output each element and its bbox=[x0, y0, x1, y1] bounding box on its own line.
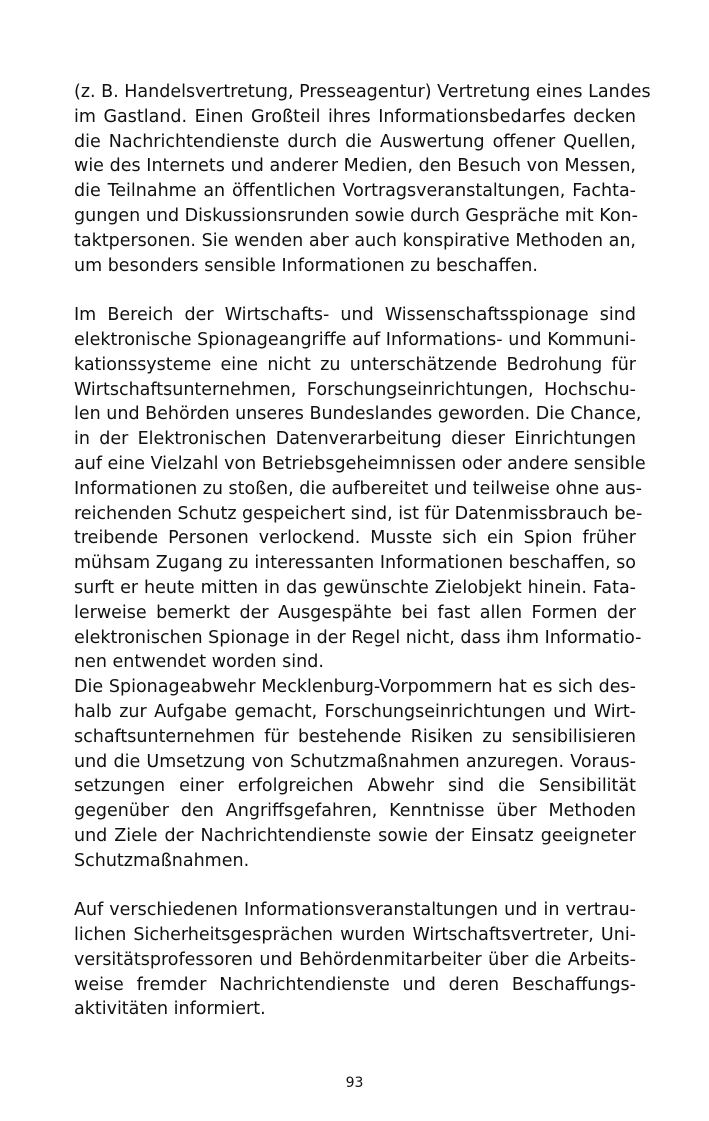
paragraph-1 bbox=[74, 80, 651, 278]
text-line: gungen und Diskussionsrunden sowie durch Gespräche mit Kon- bbox=[74, 205, 638, 226]
paragraph-3 bbox=[74, 675, 636, 873]
text-line: taktpersonen. Sie wenden aber auch konspirative Methoden an, bbox=[74, 230, 636, 251]
paragraph-spacer bbox=[74, 278, 636, 303]
text-line: wie des Internets und anderer Medien, den Besuch von Messen, bbox=[74, 156, 636, 177]
text-line: surft er heute mitten in das gewünschte Zielobjekt hinein. Fata- bbox=[74, 577, 636, 598]
text-line: gegenüber den Angriffsgefahren, Kenntnisse über Methoden bbox=[74, 801, 636, 822]
text-line: mühsam Zugang zu interessanten Informationen beschaffen, so bbox=[74, 553, 636, 574]
text-line: kationssysteme eine nicht zu unterschätzende Bedrohung für bbox=[74, 354, 636, 375]
text-line: weise fremder Nachrichtendienste und deren Beschaffungs- bbox=[74, 974, 636, 995]
text-line: in der Elektronischen Datenverarbeitung dieser Einrichtungen bbox=[74, 429, 636, 450]
text-line: halb zur Aufgabe gemacht, Forschungseinrichtungen und Wirt- bbox=[74, 701, 636, 722]
text-line: Wirtschaftsunternehmen, Forschungseinrichtungen, Hochschu- bbox=[74, 379, 636, 400]
text-line: lerweise bemerkt der Ausgespähte bei fast allen Formen der bbox=[74, 602, 636, 623]
text-line: len und Behörden unseres Bundeslandes geworden. Die Chance, bbox=[74, 404, 642, 425]
text-line: reichenden Schutz gespeichert sind, ist für Datenmissbrauch be- bbox=[74, 503, 643, 524]
text-line: elektronischen Spionage in der Regel nicht, dass ihm Informatio- bbox=[74, 627, 642, 648]
page-body bbox=[74, 80, 651, 1022]
text-line: die Teilnahme an öffentlichen Vortragsveranstaltungen, Fachta- bbox=[74, 181, 636, 202]
text-line: elektronische Spionageangriffe auf Informations- und Kommuni- bbox=[74, 329, 636, 350]
text-line: die Nachrichtendienste durch die Auswertung offener Quellen, bbox=[74, 131, 636, 152]
text-line: und die Umsetzung von Schutzmaßnahmen anzuregen. Voraus- bbox=[74, 751, 636, 772]
text-line: um besonders sensible Informationen zu beschaffen. bbox=[74, 255, 538, 276]
text-line: Schutzmaßnahmen. bbox=[74, 850, 250, 871]
text-line: Auf verschiedenen Informationsveranstaltungen und in vertrau- bbox=[74, 900, 636, 921]
text-line: lichen Sicherheitsgesprächen wurden Wirtschaftsvertreter, Uni- bbox=[74, 925, 636, 946]
paragraph-2 bbox=[74, 303, 646, 675]
text-line: nen entwendet worden sind. bbox=[74, 652, 324, 673]
paragraph-spacer bbox=[74, 874, 636, 899]
text-line: (z. B. Handelsvertretung, Presseagentur) Vertretung eines Landes bbox=[74, 82, 651, 102]
text-line: auf eine Vielzahl von Betriebsgeheimnissen oder andere sensible bbox=[74, 453, 646, 474]
text-line: Die Spionageabwehr Mecklenburg-Vorpommern hat es sich des- bbox=[74, 677, 636, 698]
text-line: im Gastland. Einen Großteil ihres Informationsbedarfes decken bbox=[74, 106, 636, 127]
paragraph-4 bbox=[74, 898, 636, 1022]
text-line: versitätsprofessoren und Behördenmitarbeiter über die Arbeits- bbox=[74, 949, 636, 970]
text-line: setzungen einer erfolgreichen Abwehr sind die Sensibilität bbox=[74, 776, 636, 797]
text-line: Im Bereich der Wirtschafts- und Wissenschaftsspionage sind bbox=[74, 305, 636, 326]
text-line: und Ziele der Nachrichtendienste sowie der Einsatz geeigneter bbox=[74, 825, 636, 846]
text-line: aktivitäten informiert. bbox=[74, 999, 266, 1020]
text-line: treibende Personen verlockend. Musste sich ein Spion früher bbox=[74, 528, 636, 549]
text-line: Informationen zu stoßen, die aufbereitet und teilweise ohne aus- bbox=[74, 478, 642, 499]
page-number: 93 bbox=[345, 1075, 364, 1091]
text-line: schaftsunternehmen für bestehende Risiken zu sensibilisieren bbox=[74, 726, 636, 747]
